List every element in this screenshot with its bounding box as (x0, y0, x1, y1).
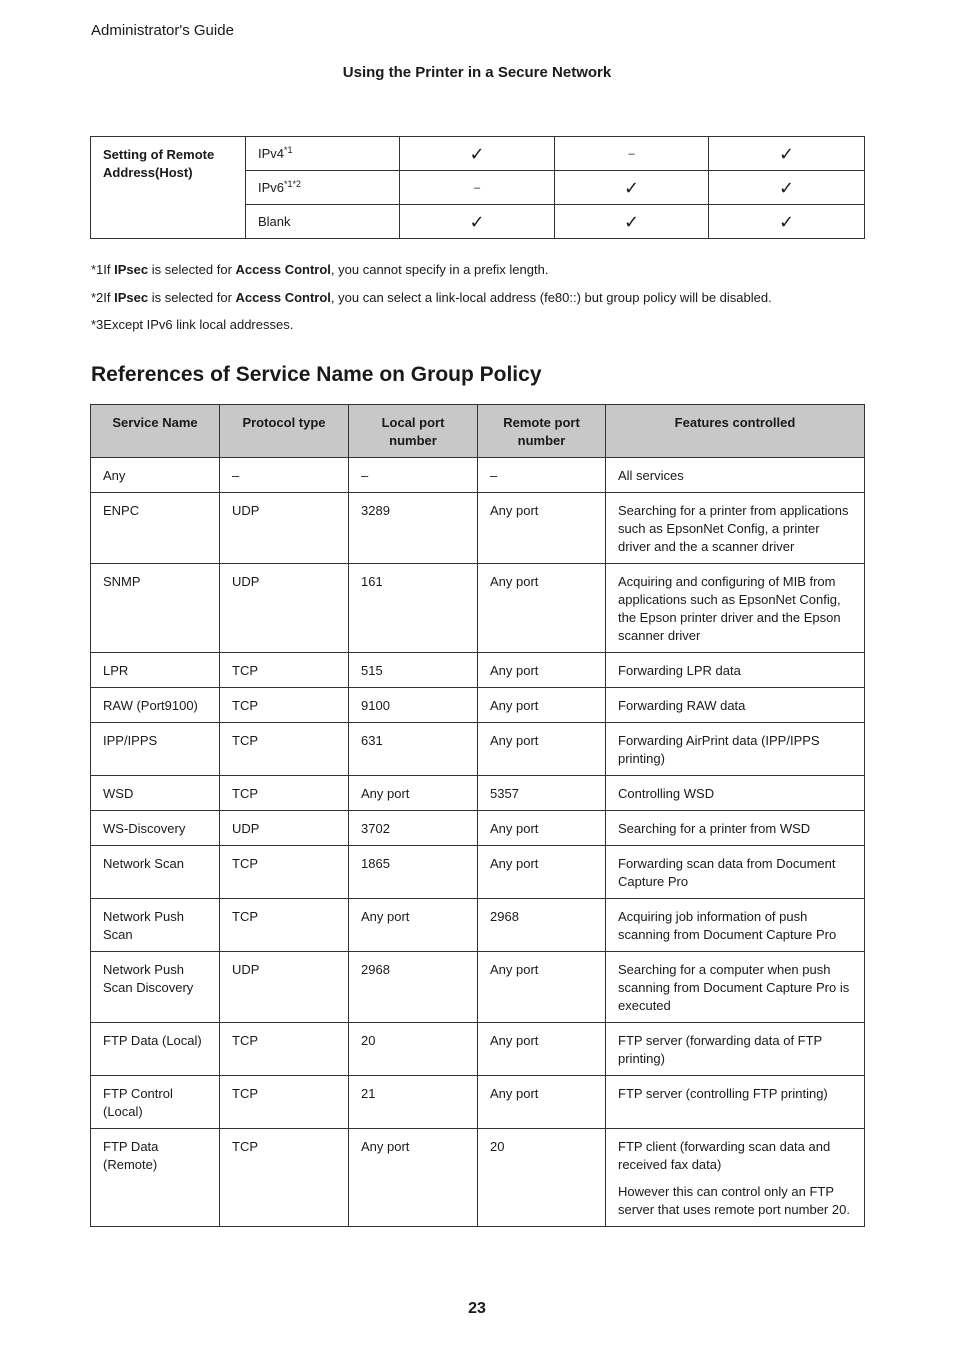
service-name-cell: SNMP (91, 564, 220, 653)
features-cell (606, 1076, 865, 1129)
feature-paragraph: Searching for a computer when push scanning from Document Capture Pro is executed (618, 962, 850, 1013)
remote-port-cell: 5357 (478, 776, 606, 811)
features-cell (606, 564, 865, 653)
footnote-ref: *1*2 (284, 178, 302, 189)
remote-port-cell: Any port (478, 1076, 606, 1129)
feature-paragraph: Searching for a printer from applications such as EpsonNet Config, a printer driver and the a scanner driver (618, 503, 849, 554)
protocol-type-cell: TCP (220, 1129, 349, 1227)
table-row (91, 458, 865, 493)
service-name-cell: Network Push Scan Discovery (91, 952, 220, 1023)
service-name-cell: ENPC (91, 493, 220, 564)
table-row (91, 688, 865, 723)
address-type-cell (246, 137, 400, 171)
table-row (91, 723, 865, 776)
page-number: 23 (468, 1300, 486, 1317)
remote-port-cell: Any port (478, 723, 606, 776)
column-header: Remote port number (478, 405, 606, 458)
local-port-cell: 515 (349, 653, 478, 688)
table-row (91, 952, 865, 1023)
features-cell (606, 493, 865, 564)
service-name-cell: WS-Discovery (91, 811, 220, 846)
feature-paragraph: Searching for a printer from WSD (618, 821, 811, 836)
service-name-cell: IPP/IPPS (91, 723, 220, 776)
features-cell (606, 1023, 865, 1076)
local-port-cell: 3702 (349, 811, 478, 846)
protocol-type-cell: TCP (220, 688, 349, 723)
protocol-type-cell: TCP (220, 1023, 349, 1076)
service-name-cell: WSD (91, 776, 220, 811)
check-mark-icon: ✓ (709, 137, 865, 171)
protocol-type-cell: UDP (220, 811, 349, 846)
table-row (91, 137, 865, 171)
table-row (91, 1129, 865, 1227)
footnote-3: *3Except IPv6 link local addresses. (91, 317, 294, 332)
feature-paragraph: However this can control only an FTP server that uses remote port number 20. (618, 1184, 850, 1217)
guide-title: Administrator's Guide (91, 22, 234, 39)
table-row (91, 493, 865, 564)
table-row (91, 1076, 865, 1129)
remote-port-cell: Any port (478, 811, 606, 846)
check-mark-icon: ✓ (709, 205, 865, 239)
remote-port-cell: Any port (478, 952, 606, 1023)
feature-paragraph: Forwarding RAW data (618, 698, 746, 713)
local-port-cell: 21 (349, 1076, 478, 1129)
address-type-cell (246, 205, 400, 239)
dash-mark: – (555, 137, 709, 171)
column-header: Protocol type (220, 405, 349, 458)
remote-address-table (90, 136, 865, 239)
protocol-type-cell: UDP (220, 493, 349, 564)
features-cell (606, 899, 865, 952)
service-name-cell: LPR (91, 653, 220, 688)
feature-paragraph: FTP server (forwarding data of FTP printing) (618, 1033, 822, 1066)
address-type-label: Blank (258, 213, 291, 229)
feature-paragraph: FTP server (controlling FTP printing) (618, 1086, 828, 1101)
features-cell (606, 1129, 865, 1227)
features-cell (606, 723, 865, 776)
row-header-cell: Setting of Remote Address(Host) (91, 137, 246, 239)
remote-port-cell: – (478, 458, 606, 493)
local-port-cell: 161 (349, 564, 478, 653)
table-header-row (91, 405, 865, 458)
remote-port-cell: Any port (478, 846, 606, 899)
check-mark-icon: ✓ (555, 205, 709, 239)
remote-port-cell: Any port (478, 493, 606, 564)
remote-port-cell: Any port (478, 688, 606, 723)
protocol-type-cell: TCP (220, 846, 349, 899)
features-cell (606, 653, 865, 688)
remote-port-cell: Any port (478, 1023, 606, 1076)
features-cell (606, 776, 865, 811)
footnote-2: *2If IPsec is selected for Access Control, you can select a link-local address (fe80::) but group policy will be disabled. (91, 290, 772, 305)
check-mark-icon: ✓ (400, 205, 555, 239)
local-port-cell: 9100 (349, 688, 478, 723)
feature-paragraph: All services (618, 468, 684, 483)
section-title: Using the Printer in a Secure Network (342, 64, 612, 81)
features-cell (606, 458, 865, 493)
address-type-label: IPv6 (258, 179, 285, 195)
check-mark-icon: ✓ (709, 171, 865, 205)
table-row (91, 653, 865, 688)
remote-port-cell: 20 (478, 1129, 606, 1227)
service-name-cell: RAW (Port9100) (91, 688, 220, 723)
feature-paragraph: Acquiring job information of push scanning from Document Capture Pro (618, 909, 837, 942)
column-header: Service Name (91, 405, 220, 458)
service-name-cell: Any (91, 458, 220, 493)
protocol-type-cell: TCP (220, 899, 349, 952)
feature-paragraph: Acquiring and configuring of MIB from applications such as EpsonNet Config, the Epson printer driver and the Epson scanner driver (618, 574, 841, 643)
local-port-cell: 3289 (349, 493, 478, 564)
local-port-cell: – (349, 458, 478, 493)
check-mark-icon: ✓ (400, 137, 555, 171)
service-name-cell: FTP Control (Local) (91, 1076, 220, 1129)
remote-port-cell: Any port (478, 564, 606, 653)
address-type-cell (246, 171, 400, 205)
features-cell (606, 811, 865, 846)
feature-paragraph: Forwarding LPR data (618, 663, 741, 678)
features-cell (606, 846, 865, 899)
table-row (91, 811, 865, 846)
table-row (91, 846, 865, 899)
services-table (90, 404, 865, 1227)
protocol-type-cell: TCP (220, 1076, 349, 1129)
table-row (91, 564, 865, 653)
protocol-type-cell: UDP (220, 564, 349, 653)
address-type-label: IPv4 (258, 145, 285, 161)
protocol-type-cell: TCP (220, 776, 349, 811)
features-cell (606, 688, 865, 723)
check-mark-icon: ✓ (555, 171, 709, 205)
service-name-cell: FTP Data (Remote) (91, 1129, 220, 1227)
remote-port-cell: Any port (478, 653, 606, 688)
feature-paragraph: Forwarding AirPrint data (IPP/IPPS printing) (618, 733, 820, 766)
protocol-type-cell: TCP (220, 723, 349, 776)
remote-port-cell: 2968 (478, 899, 606, 952)
local-port-cell: Any port (349, 776, 478, 811)
service-name-cell: FTP Data (Local) (91, 1023, 220, 1076)
dash-mark: – (400, 171, 555, 205)
feature-paragraph: FTP client (forwarding scan data and received fax data) (618, 1139, 831, 1172)
table-row (91, 899, 865, 952)
local-port-cell: 1865 (349, 846, 478, 899)
column-header: Local port number (349, 405, 478, 458)
table-row (91, 1023, 865, 1076)
local-port-cell: 2968 (349, 952, 478, 1023)
protocol-type-cell: – (220, 458, 349, 493)
features-cell (606, 952, 865, 1023)
service-name-cell: Network Scan (91, 846, 220, 899)
local-port-cell: Any port (349, 899, 478, 952)
services-heading: References of Service Name on Group Policy (91, 363, 542, 386)
footnote-1: *1If IPsec is selected for Access Control, you cannot specify in a prefix length. (91, 262, 549, 277)
feature-paragraph: Forwarding scan data from Document Capture Pro (618, 856, 836, 889)
local-port-cell: 20 (349, 1023, 478, 1076)
feature-paragraph: Controlling WSD (618, 786, 715, 801)
local-port-cell: Any port (349, 1129, 478, 1227)
local-port-cell: 631 (349, 723, 478, 776)
service-name-cell: Network Push Scan (91, 899, 220, 952)
protocol-type-cell: TCP (220, 653, 349, 688)
footnote-ref: *1 (284, 144, 293, 155)
protocol-type-cell: UDP (220, 952, 349, 1023)
column-header: Features controlled (606, 405, 865, 458)
table-row (91, 776, 865, 811)
